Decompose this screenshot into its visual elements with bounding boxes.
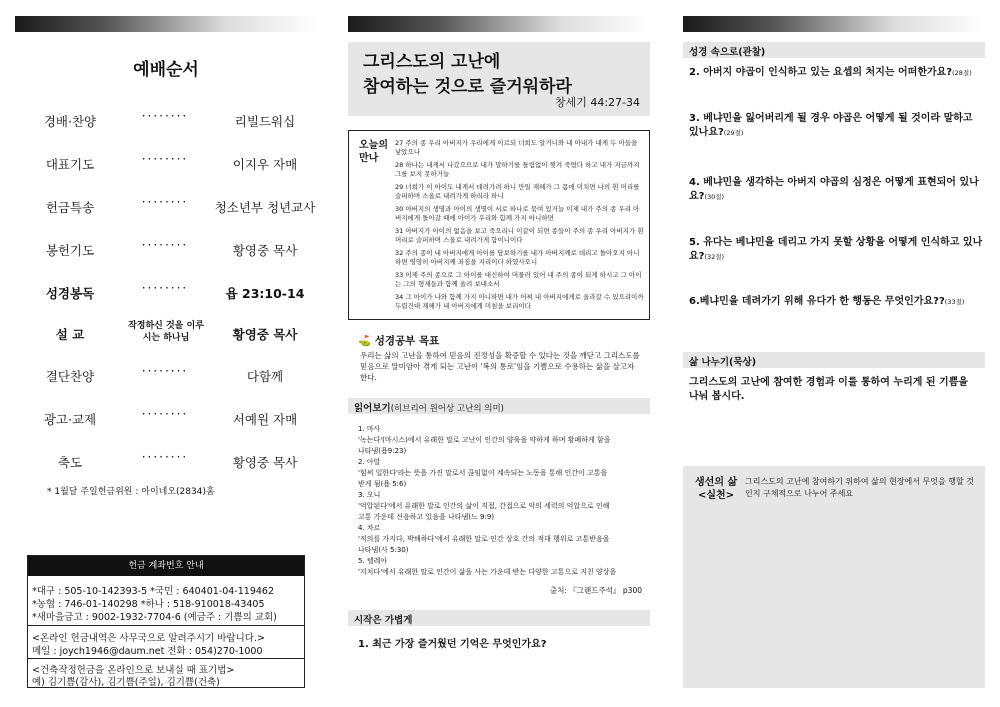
reading-line: '억압된다'에서 유래한 말로 인간의 삶이 직접, 간접으로 악의 세력의 억압으로 인해 [358, 502, 610, 510]
verse: 34 그 아이가 나와 함께 가지 아니하면 내가 어찌 내 아버지에게로 올라갈 수 있으리이까 두렵건대 재해가 내 아버지에게 미침을 보리이다 [395, 293, 644, 310]
reading-subhead: (히브리어 원어상 고난의 의미) [390, 404, 504, 414]
verse: 27 주의 종 우리 아버지가 우리에게 이르되 너희도 알거니와 내 아내가 내게 두 아들을 낳았으나 [395, 139, 638, 156]
offering-committee-note: * 1월달 주일헌금위원 : 아이네오(2834)홈 [47, 487, 215, 497]
worship-order-title: 예배순서 [133, 60, 199, 80]
order-row [15, 190, 317, 220]
order-dots: ········ [141, 364, 189, 378]
verse: 31 아버지가 아이의 없음을 보고 죽으리니 이같이 되면 종들이 주의 종 우리 아버지가 흰 머리로 슬퍼하며 스올로 내려가게 함이니이다 [395, 227, 644, 244]
sermon-title-box [348, 42, 650, 116]
order-value: 황영중 목사 [232, 243, 298, 258]
order-label: 봉헌기도 [45, 243, 95, 258]
verse-ref: (30절) [704, 193, 725, 201]
reading-line: 2. 아말 [358, 458, 381, 466]
order-row [15, 233, 317, 263]
account-line: *새마을금고 : 9002-1932-7704-6 (예금주 : 기쁨의 교회) [32, 612, 277, 623]
order-value: 청소년부 청년교사 [214, 200, 316, 215]
reading-head: 읽어보기 [354, 403, 391, 414]
building-offering-title: <건축작정헌금을 온라인으로 보내실 때 표기법> [32, 665, 235, 676]
practice-box [683, 466, 985, 688]
observation-section-header: 성경 속으로(관찰) [683, 42, 985, 58]
order-dots: ········ [141, 152, 189, 166]
account-header: 헌금 계좌번호 안내 [28, 556, 304, 576]
verse-ref: (32절) [704, 253, 725, 261]
order-row [15, 402, 317, 432]
study-panel [348, 0, 650, 707]
order-row [15, 317, 317, 347]
practice-label-line: <실천> [698, 490, 735, 501]
question-text: 4. 베냐민을 생각하는 아버지 야곱의 심정은 어떻게 표현되어 있나요? [689, 177, 979, 202]
reading-section-header [348, 398, 650, 414]
title-line: 참여하는 것으로 즐거워하라 [363, 77, 572, 97]
order-row [15, 445, 317, 475]
reading-line: '적의를 가지다, 박해하다'에서 유래한 말로 인간 상호 간의 적대 행위로 고통받음을 [358, 535, 610, 543]
order-value: 이지우 자매 [232, 157, 298, 172]
order-label: 결단찬양 [45, 369, 95, 384]
study-goal-title: ⛳ 성경공부 목표 [358, 335, 440, 347]
reading-text [358, 424, 644, 578]
order-value: 서예원 자매 [232, 412, 298, 427]
verse-ref: (28절) [952, 69, 972, 77]
share-text: 그리스도의 고난에 참여한 경험과 이를 통하여 누리게 된 기쁨을 나눠 봅시다. [689, 377, 969, 402]
practice-text: 그리스도의 고난에 참여하기 위하여 삶의 현장에서 무엇을 행할 것인지 구체적으로 나누어 주세요 [745, 477, 974, 498]
order-label: 성경봉독 [45, 286, 95, 301]
questions-panel [683, 0, 985, 707]
order-dots: ········ [141, 281, 189, 295]
order-label: 대표기도 [45, 157, 95, 172]
order-value: 다함께 [246, 369, 284, 384]
order-row [15, 276, 317, 306]
question-text: 6.베냐민을 데려가기 위해 유다가 한 행동은 무엇인가요?? [689, 296, 945, 307]
reading-line: 5. 텔레아 [358, 557, 388, 565]
order-row [15, 147, 317, 177]
reading-line: '녹는다'(마시스)에서 유래한 말로 고난이 인간의 양육을 약하게 하며 황폐하게 함을 [358, 436, 611, 444]
start-section-header: 시작은 가볍게 [348, 610, 650, 626]
question-text: 2. 아버지 야곱이 인식하고 있는 요셉의 처지는 어떠한가요? [689, 67, 953, 78]
manna-label [359, 139, 388, 165]
sermon-main-title [363, 50, 572, 100]
order-dots: ········ [141, 407, 189, 421]
order-label: 헌금특송 [45, 200, 95, 215]
title-line: 그리스도의 고난에 [363, 52, 501, 72]
question [689, 176, 985, 204]
reading-line: 고통 가운데 신음하고 있음을 나타냄(느 9:9) [358, 513, 495, 521]
question [689, 112, 985, 140]
online-offering-title: <온라인 헌금내역은 사무국으로 알려주시기 바랍니다.> [32, 633, 265, 644]
order-label: 경배·찬양 [43, 114, 97, 129]
gradient-bar [683, 16, 985, 32]
reading-line: 4. 차르 [358, 524, 381, 532]
scripture-reference: 창세기 44:27-34 [554, 96, 640, 109]
account-line: *농협 : 746-01-140298 *하나 : 518-910018-43405 [32, 599, 265, 610]
question-text: 3. 베냐민을 잃어버리게 될 경우 야곱은 어떻게 될 것이라 말하고 있나요? [689, 113, 973, 138]
verse-ref: (29절) [723, 129, 744, 137]
manna-label-line: 만나 [359, 153, 379, 164]
building-offering-example: 예) 김기쁨(감사), 김기쁨(주일), 김기쁨(건축) [32, 677, 220, 688]
gradient-bar [15, 16, 317, 32]
question-text: 5. 유다는 베냐민을 데리고 가지 못할 상황을 어떻게 인식하고 있나요? [689, 237, 983, 262]
order-dots: ········ [141, 109, 189, 123]
verse-ref: (33절) [944, 298, 965, 306]
sermon-title: 작정하신 것을 이루시는 하나님 [128, 321, 204, 343]
verse: 32 주의 종이 내 아버지에게 아이를 담보하기를 내가 아버지께로 데리고 돌아오지 아니하면 영영히 아버지께 죄짐을 지리이다 하였사오니 [395, 249, 640, 266]
share-section-header: 삶 나누기(묵상) [683, 352, 985, 368]
divider [28, 625, 304, 626]
order-dots: ········ [141, 238, 189, 252]
order-row [15, 104, 317, 134]
question: 1. 최근 가장 즐거웠던 기억은 무엇인가요? [358, 639, 547, 650]
account-line: *대구 : 505-10-142393-5 *국민 : 640401-04-119462 [32, 586, 274, 597]
reading-line: 나타냄(사 5:30) [358, 546, 409, 554]
question [689, 236, 985, 264]
verse: 30 아버지의 생명과 아이의 생명이 서로 하나로 묶여 있거늘 이제 내가 주의 종 우리 아버지에게 돌아갈 때에 아이가 우리와 함께 가지 아니하면 [395, 205, 640, 222]
order-value: 욥 23:10-14 [225, 286, 305, 301]
order-label: 광고·교제 [43, 412, 97, 427]
practice-label [695, 476, 737, 502]
reading-line: 3. 오니 [358, 491, 381, 499]
order-row [15, 359, 317, 389]
reading-source: 출처: 『그랜드주석』 p300 [549, 586, 642, 595]
question [689, 66, 985, 80]
online-offering-contact: 메일 : joych1946@daum.net 전화 : 054)270-1000 [32, 646, 263, 657]
manna-label-line: 오늘의 [359, 140, 388, 151]
verse: 28 하나는 내게서 나갔으므로 내가 말하기를 틀림없이 찢겨 죽었다 하고 내가 지금까지 그를 보지 못하거늘 [395, 161, 640, 178]
scripture-box [348, 130, 650, 320]
reading-line: '지치다'에서 유래한 말로 인간이 삶을 사는 가운데 받는 다양한 고통으로 지친 양상을 [358, 568, 617, 576]
reading-line: '힘써 일한다'라는 뜻을 가진 말로서 끊임없이 계속되는 노동을 통해 인간이 고통을 [358, 469, 608, 477]
verse: 29 너희가 이 아이도 내게서 데려가려 하니 만일 재해가 그 몸에 미치면 나의 흰 머리를 슬퍼하며 스올로 내려가게 하리라 하니 [395, 183, 640, 200]
order-dots: ········ [141, 450, 189, 464]
order-label: 축도 [57, 455, 83, 470]
gradient-bar [348, 16, 650, 32]
order-label: 설 교 [55, 327, 85, 342]
order-value: 리빌드워십 [234, 114, 296, 129]
worship-order-panel [15, 0, 317, 707]
question [689, 295, 985, 309]
order-dots: ········ [141, 195, 189, 209]
divider [28, 658, 304, 659]
reading-line: 받게 됨(욥 5:6) [358, 480, 407, 488]
study-goal-text: 우리는 삶의 고난을 통하여 믿음의 진정성을 확증할 수 있다는 것을 깨닫고 그리스도를 믿음으로 말미암아 겪게 되는 고난이 '복의 통로'임을 기쁨으로 수용하는 삶을 살고자 한다. [360, 351, 640, 382]
order-value: 황영중 목사 [232, 327, 298, 342]
verse: 33 이제 주의 종으로 그 아이를 대신하여 머물러 있어 내 주의 종이 되게 하시고 그 아이는 그의 형제들과 함께 올려 보내소서 [395, 271, 642, 288]
order-value: 황영중 목사 [232, 455, 298, 470]
account-info-box [27, 555, 305, 688]
reading-line: 나타냄(욥9:23) [358, 447, 407, 455]
practice-label-line: 생선의 삶 [695, 477, 738, 488]
reading-line: 1. 마사 [358, 425, 381, 433]
